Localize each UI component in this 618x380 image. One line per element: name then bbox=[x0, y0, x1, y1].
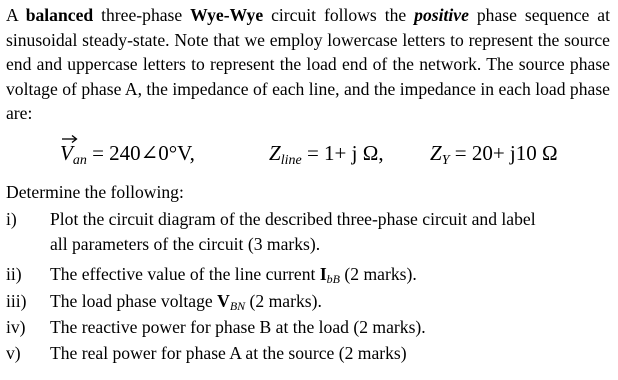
load-impedance-symbol: Z bbox=[430, 141, 442, 165]
question-text: all parameters of the circuit (3 marks). bbox=[50, 234, 321, 254]
line-impedance-subscript: line bbox=[280, 153, 302, 168]
intro-positive: positive bbox=[414, 5, 469, 25]
question-number: v) bbox=[6, 343, 21, 363]
question-text-suffix: (2 marks). bbox=[245, 291, 322, 311]
source-voltage-value: = 240∠0°V, bbox=[92, 141, 195, 165]
question-text: Plot the circuit diagram of the described three-phase circuit and label bbox=[50, 209, 536, 229]
intro-text-2: three-phase bbox=[93, 5, 191, 25]
load-impedance-subscript: Y bbox=[441, 153, 450, 168]
question-number: i) bbox=[6, 209, 17, 229]
source-voltage-symbol: V bbox=[60, 141, 73, 165]
line-current-symbol: I bbox=[319, 264, 327, 284]
question-text-prefix: The load phase voltage bbox=[50, 291, 218, 311]
question-text-prefix: The effective value of the line current bbox=[50, 264, 320, 284]
line-impedance-symbol: Z bbox=[269, 141, 281, 165]
source-voltage-term bbox=[60, 141, 195, 166]
determine-heading: Determine the following: bbox=[6, 182, 184, 202]
load-impedance-value: = 20+ j10 Ω bbox=[454, 141, 558, 165]
line-impedance-value: = 1+ j Ω, bbox=[306, 141, 384, 165]
intro-text-4: phase sequence at sinusoidal steady-state. Note that we employ lowercase letters to represent the source end and uppercase letters to represent the load end of the network. The source phase voltage of phase A, the impedance of each line, and the impedance in each load phase are: bbox=[6, 5, 615, 124]
problem-statement bbox=[6, 3, 615, 126]
vector-arrow-icon bbox=[61, 133, 78, 143]
question-text-suffix: (2 marks). bbox=[340, 264, 417, 284]
load-voltage-subscript: BN bbox=[229, 299, 246, 313]
load-impedance-term bbox=[430, 141, 558, 166]
question-number: iv) bbox=[6, 317, 26, 337]
question-text: The real power for phase A at the source (2 marks) bbox=[50, 343, 407, 363]
intro-wye-wye: Wye-Wye bbox=[190, 5, 264, 25]
load-voltage-symbol: V bbox=[217, 291, 230, 311]
question-text: The reactive power for phase B at the load (2 marks). bbox=[50, 317, 426, 337]
intro-balanced: balanced bbox=[25, 5, 94, 25]
question-number: ii) bbox=[6, 264, 22, 284]
line-current-subscript: bB bbox=[326, 272, 341, 286]
question-number: iii) bbox=[6, 291, 27, 311]
question-text bbox=[50, 264, 417, 285]
source-voltage-subscript: an bbox=[72, 153, 87, 168]
intro-text-1: A bbox=[6, 5, 26, 25]
intro-text-3: circuit follows the bbox=[263, 5, 415, 25]
question-text bbox=[50, 291, 322, 312]
line-impedance-term bbox=[269, 141, 384, 166]
